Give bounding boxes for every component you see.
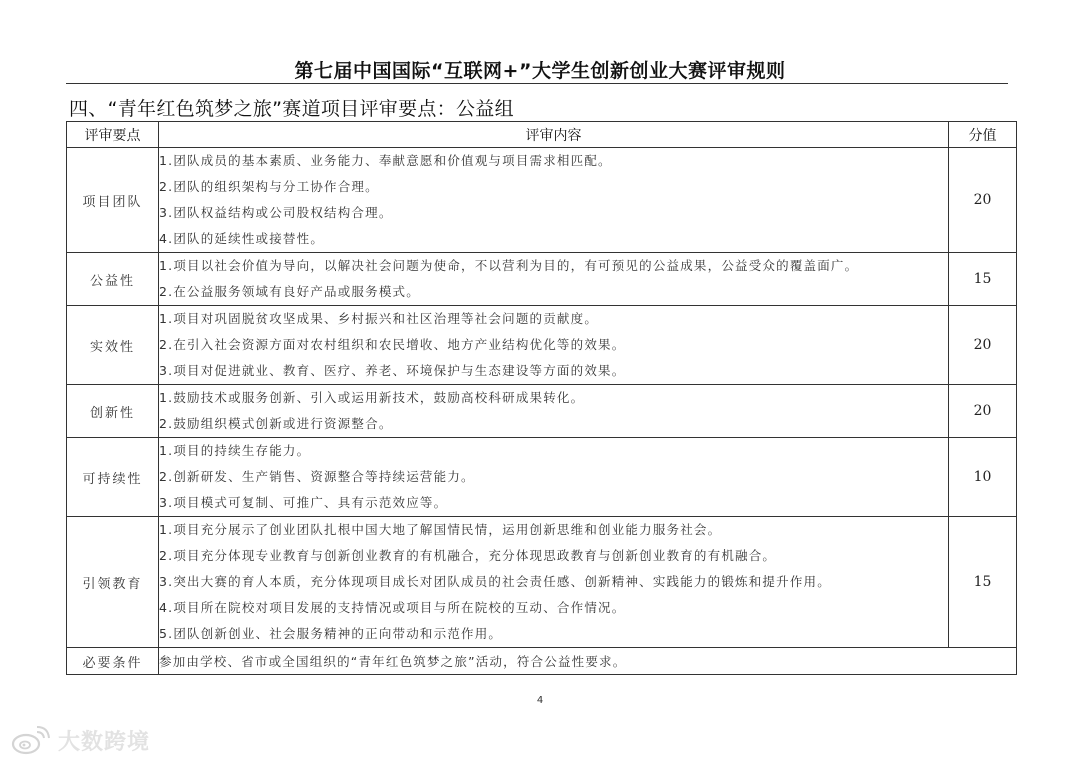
watermark <box>10 724 150 756</box>
table-row <box>67 253 1017 306</box>
content-cell <box>159 148 949 253</box>
criterion-cell: 可持续性 <box>67 438 159 517</box>
content-line: 3.突出大赛的育人本质，充分体现项目成长对团队成员的社会责任感、创新精神、实践能力的锻炼和提升作用。 <box>159 574 831 589</box>
criterion-cell: 创新性 <box>67 385 159 438</box>
criterion-cell: 项目团队 <box>67 148 159 253</box>
criterion-cell: 引领教育 <box>67 517 159 648</box>
content-line: 3.团队权益结构或公司股权结构合理。 <box>159 205 393 220</box>
score-cell: 15 <box>949 253 1017 306</box>
score-cell: 20 <box>949 306 1017 385</box>
page-number: 4 <box>536 695 544 706</box>
table-row <box>67 306 1017 385</box>
table-row <box>67 438 1017 517</box>
content-line: 5.团队创新创业、社会服务精神的正向带动和示范作用。 <box>159 626 503 641</box>
content-line: 1.项目充分展示了创业团队扎根中国大地了解国情民情，运用创新思维和创业能力服务社会。 <box>159 522 722 537</box>
content-line: 2.鼓励组织模式创新或进行资源整合。 <box>159 416 393 431</box>
content-line: 4.项目所在院校对项目发展的支持情况或项目与所在院校的互动、合作情况。 <box>159 600 626 615</box>
table-row <box>67 517 1017 648</box>
weibo-logo-icon <box>10 724 54 756</box>
section-heading: 四、“青年红色筑梦之旅”赛道项目评审要点：公益组 <box>69 98 514 120</box>
score-cell: 10 <box>949 438 1017 517</box>
content-line: 1.项目的持续生存能力。 <box>159 443 311 458</box>
content-line: 3.项目模式可复制、可推广、具有示范效应等。 <box>159 495 448 510</box>
title-divider <box>66 83 1008 84</box>
required-criterion-cell: 必要条件 <box>67 648 159 675</box>
content-cell <box>159 385 949 438</box>
content-line: 2.团队的组织架构与分工协作合理。 <box>159 179 379 194</box>
score-cell: 20 <box>949 148 1017 253</box>
review-criteria-table <box>66 121 1017 675</box>
required-condition-text: 参加由学校、省市或全国组织的“青年红色筑梦之旅”活动，符合公益性要求。 <box>159 648 1017 675</box>
content-line: 2.项目充分体现专业教育与创新创业教育的有机融合，充分体现思政教育与创新创业教育的有机融合。 <box>159 548 777 563</box>
watermark-text: 大数跨境 <box>58 729 151 755</box>
content-line: 1.项目对巩固脱贫攻坚成果、乡村振兴和社区治理等社会问题的贡献度。 <box>159 311 599 326</box>
table-row <box>67 148 1017 253</box>
content-line: 2.在公益服务领域有良好产品或服务模式。 <box>159 284 420 299</box>
criterion-cell: 公益性 <box>67 253 159 306</box>
required-condition-row <box>67 648 1017 675</box>
header-score: 分值 <box>949 122 1017 148</box>
content-line: 2.在引入社会资源方面对农村组织和农民增收、地方产业结构优化等的效果。 <box>159 337 626 352</box>
table-header-row <box>67 122 1017 148</box>
content-line: 1.团队成员的基本素质、业务能力、奉献意愿和价值观与项目需求相匹配。 <box>159 153 612 168</box>
table-row <box>67 385 1017 438</box>
content-line: 1.鼓励技术或服务创新、引入或运用新技术，鼓励高校科研成果转化。 <box>159 390 585 405</box>
score-cell: 20 <box>949 385 1017 438</box>
header-criterion: 评审要点 <box>67 122 159 148</box>
content-cell <box>159 517 949 648</box>
content-line: 4.团队的延续性或接替性。 <box>159 231 325 246</box>
header-content: 评审内容 <box>159 122 949 148</box>
document-title: 第七届中国国际“互联网+”大学生创新创业大赛评审规则 <box>294 60 786 82</box>
content-cell <box>159 438 949 517</box>
score-cell: 15 <box>949 517 1017 648</box>
criterion-cell: 实效性 <box>67 306 159 385</box>
content-line: 1.项目以社会价值为导向，以解决社会问题为使命，不以营利为目的，有可预见的公益成果，公益受众的覆盖面广。 <box>159 258 859 273</box>
content-cell <box>159 253 949 306</box>
content-cell <box>159 306 949 385</box>
content-line: 2.创新研发、生产销售、资源整合等持续运营能力。 <box>159 469 475 484</box>
content-line: 3.项目对促进就业、教育、医疗、养老、环境保护与生态建设等方面的效果。 <box>159 363 626 378</box>
